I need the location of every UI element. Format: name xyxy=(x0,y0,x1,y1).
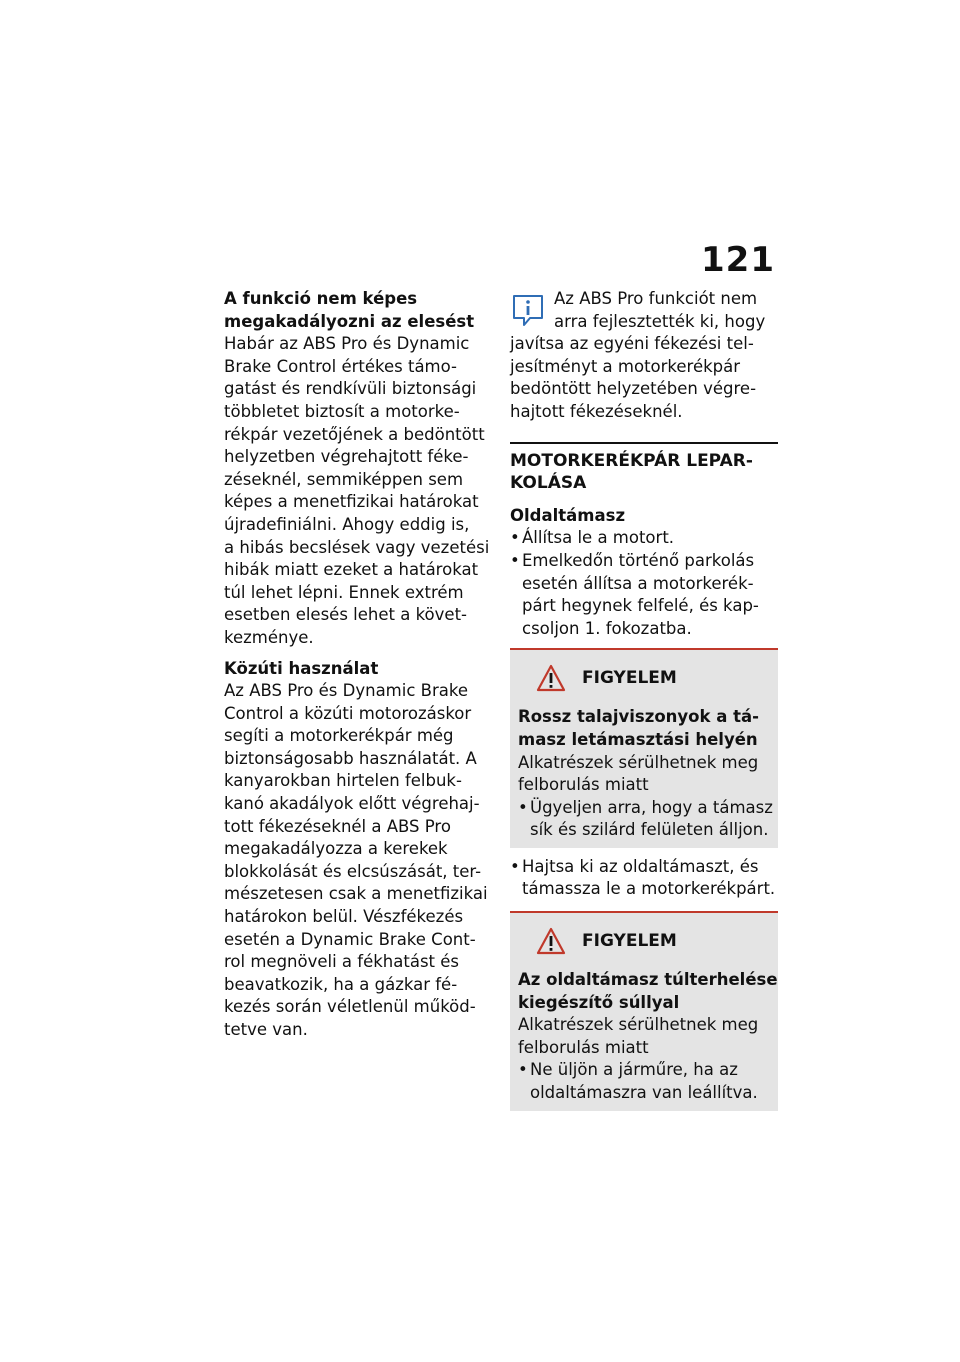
right-column xyxy=(510,288,778,1111)
list-item: • Állítsa le a motort. xyxy=(510,528,675,548)
section-heading-parking: MOTORKERÉKPÁR LEPAR- KOLÁSA xyxy=(510,442,778,495)
warning-body: Alkatrészek sérülhetnek meg felborulás miatt xyxy=(518,752,759,795)
info-icon xyxy=(510,292,546,328)
warning-triangle-icon xyxy=(536,927,566,955)
warning-label: FIGYELEM xyxy=(582,668,677,689)
list-item: • Hajtsa ki az oldaltámaszt, és támassza le a motorkerékpárt. xyxy=(510,856,776,899)
warning-title: Rossz talajviszonyok a tá- masz letámasztási helyén xyxy=(518,707,759,749)
warning-body: Alkatrészek sérülhetnek meg felborulás miatt xyxy=(518,1015,759,1057)
subsection-heading-side-stand: Oldaltámasz xyxy=(510,505,626,525)
warning-box xyxy=(510,911,778,1111)
section-body-function: Habár az ABS Pro és Dynamic Brake Control értékes támo- gatást és rendkívüli biztonsági többletet biztosít a motorke- rékpár vezetőjének a bedöntött helyzetben végrehajtott féke- zéseknél, semmiképpen sem képes a menetfizikai határokat újradefiniálni. Ahogy eddig is, a hibás becslések vagy vezetési hibák miatt ezeket a határokat túl lehet lépni. Ennek extrém esetben elesés lehet a követ- kezménye. xyxy=(224,334,490,647)
warning-triangle-icon xyxy=(536,664,566,692)
warning-title: Az oldaltámasz túlterhelése kiegészítő súllyal xyxy=(518,970,778,1012)
section-heading-function: A funkció nem képes megakadályozni az elesést xyxy=(224,289,475,331)
page-number: 121 xyxy=(701,240,775,280)
left-column xyxy=(224,288,490,1042)
list-item: • Emelkedőn történő parkolás esetén állítsa a motorkerék- párt hegynek felfelé, és kap- csoljon 1. fokozatba. xyxy=(510,550,759,638)
info-note: Az ABS Pro funkciót nem arra fejlesztették ki, hogy javítsa az egyéni fékezési tel- jesítményt a motorkerékpár bedöntött helyzetében végre- hajtott fékezéseknél. xyxy=(510,289,766,421)
section-body-road-use: Az ABS Pro és Dynamic Brake Control a közúti motorozáskor segíti a motorkerékpár még biztonságosabb használatát. A kanyarokban hirtelen felbuk- kanó akadályok előtt végrehaj- tott fékezéseknél a ABS Pro megakadályozza a kerekek blokkolását és elcsúszását, ter- mészetesen csak a menetfizikai határokon belül. Vészfékezés esetén a Dynamic Brake Cont- rol megnöveli a fékhatást és beavatkozik, ha a gázkar fé- kezés során véletlenül működ- tetve van. xyxy=(224,681,488,1039)
list-item: • Ne üljön a járműre, ha az oldaltámaszra van leállítva. xyxy=(518,1060,758,1103)
warning-box xyxy=(510,648,778,848)
warning-label: FIGYELEM xyxy=(582,930,677,951)
section-heading-road-use: Közúti használat xyxy=(224,658,379,678)
list-item: • Ügyeljen arra, hogy a támasz sík és szilárd felületen álljon. xyxy=(518,797,773,840)
